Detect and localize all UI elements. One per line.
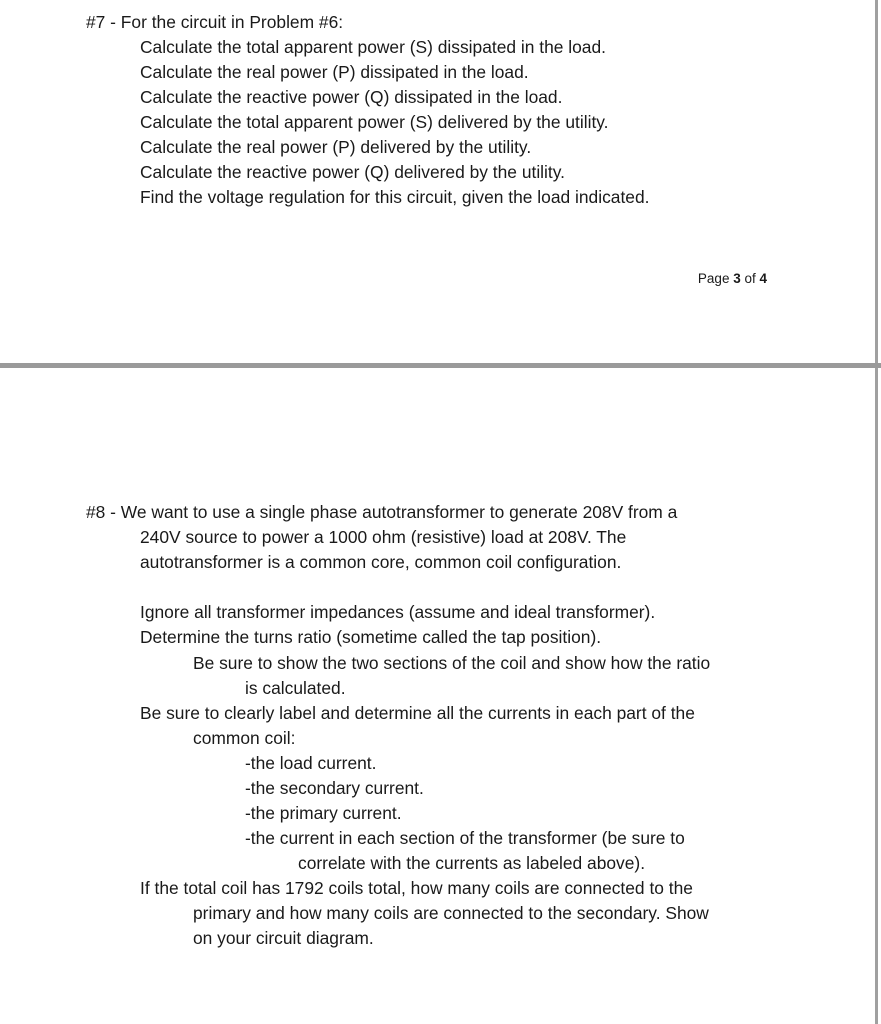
page-total: 4 xyxy=(759,271,767,286)
secondary-current-item: -the secondary current. xyxy=(245,778,424,798)
label-currents-text: Be sure to clearly label and determine all the currents in each part of the xyxy=(140,703,695,723)
section-current-item: -the current in each section of the transformer (be sure to xyxy=(245,828,685,848)
section-current-item-cont: correlate with the currents as labeled above). xyxy=(298,853,646,873)
problem-7-item: Find the voltage regulation for this circuit, given the load indicated. xyxy=(140,187,650,207)
coil-sections-text: Be sure to show the two sections of the coil and show how the ratio xyxy=(193,653,711,673)
document-page-3 xyxy=(0,0,878,365)
coil-sections-text-cont: is calculated. xyxy=(245,678,346,698)
problem-7-item: Calculate the reactive power (Q) dissipated in the load. xyxy=(140,87,563,107)
turns-ratio-text: Determine the turns ratio (sometime called the tap position). xyxy=(140,627,602,647)
coil-count-text-cont: on your circuit diagram. xyxy=(193,928,374,948)
problem-8-heading-cont: autotransformer is a common core, common coil configuration. xyxy=(140,552,622,572)
problem-7-item: Calculate the total apparent power (S) delivered by the utility. xyxy=(140,112,609,132)
ignore-impedances-text: Ignore all transformer impedances (assume and ideal transformer). xyxy=(140,602,656,622)
problem-8-heading-cont: 240V source to power a 1000 ohm (resistive) load at 208V. The xyxy=(140,527,627,547)
problem-7-item: Calculate the total apparent power (S) dissipated in the load. xyxy=(140,37,606,57)
problem-8-heading: #8 - We want to use a single phase autotransformer to generate 208V from a xyxy=(86,502,678,522)
page-prefix: Page xyxy=(697,271,734,286)
problem-7-item: Calculate the real power (P) delivered by the utility. xyxy=(140,137,532,157)
problem-7-item: Calculate the reactive power (Q) delivered by the utility. xyxy=(140,162,565,182)
page-number-footer xyxy=(698,271,767,286)
problem-7-item: Calculate the real power (P) dissipated in the load. xyxy=(140,62,529,82)
problem-7-heading: #7 - For the circuit in Problem #6: xyxy=(86,12,344,32)
load-current-item: -the load current. xyxy=(245,753,377,773)
document-page-4 xyxy=(0,368,878,1024)
coil-count-text-cont: primary and how many coils are connected to the secondary. Show xyxy=(193,903,709,923)
coil-count-text: If the total coil has 1792 coils total, how many coils are connected to the xyxy=(140,878,693,898)
page-current: 3 xyxy=(733,271,741,286)
primary-current-item: -the primary current. xyxy=(245,803,402,823)
page-of: of xyxy=(740,271,760,286)
label-currents-text-cont: common coil: xyxy=(193,728,296,748)
